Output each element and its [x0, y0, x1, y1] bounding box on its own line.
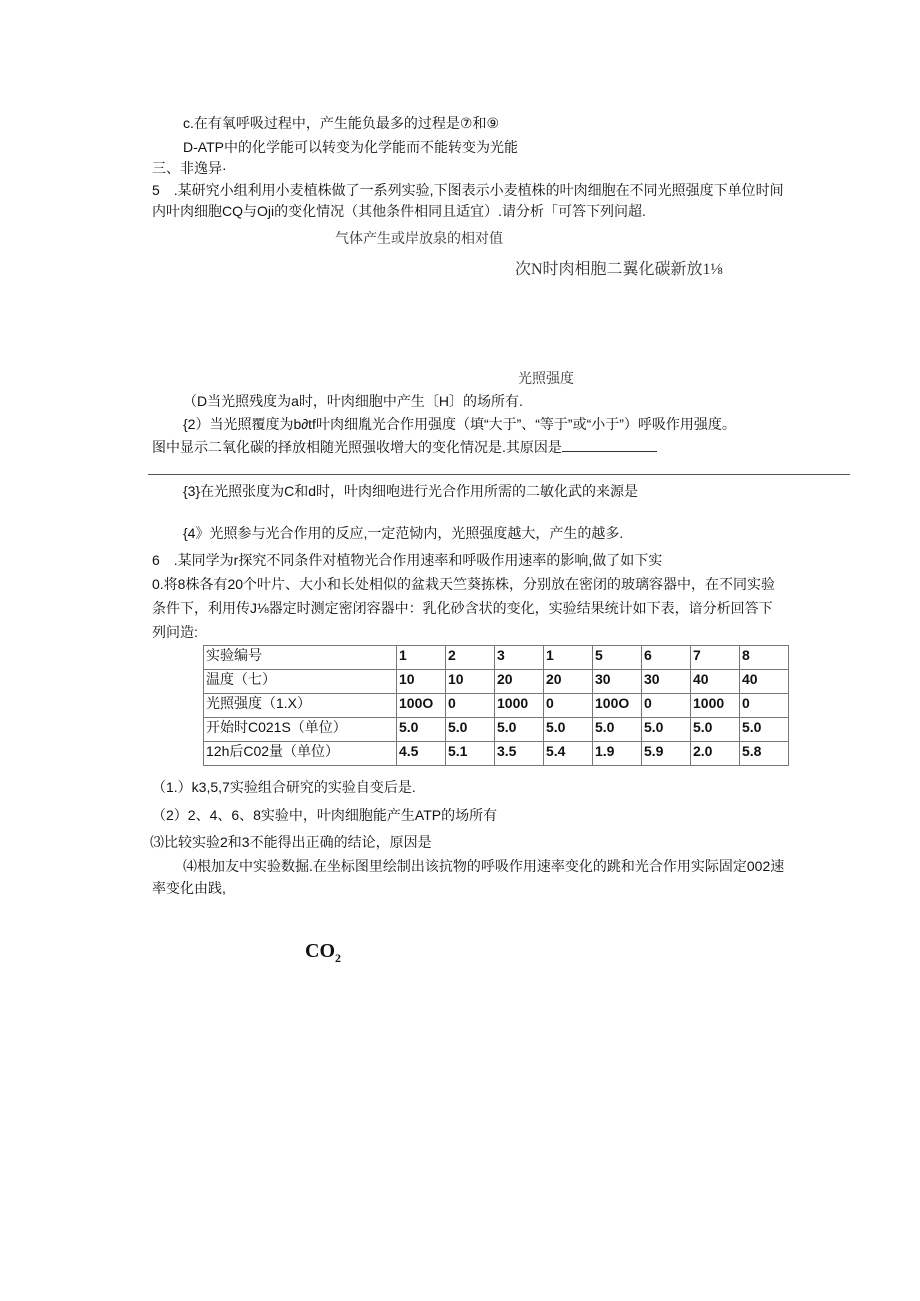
table-cell: 0 [446, 694, 495, 718]
answer-line [148, 474, 850, 475]
option-c: c.在有氧呼吸过程中，产生能负最多的过程是⑦和⑨ [183, 115, 499, 131]
table-cell: 5.0 [691, 718, 740, 742]
question-6-text-line1: 6 .某同学为r探究不同条件对植物光合作用速率和呼吸作用速率的影响,做了如下实 [152, 552, 663, 568]
table-cell: 5.0 [593, 718, 642, 742]
table-cell: 100O [593, 694, 642, 718]
table-cell: 3 [495, 646, 544, 670]
table-cell: 0 [740, 694, 789, 718]
figure-x-label: 光照强度 [518, 372, 574, 387]
table-cell: 1 [544, 646, 593, 670]
table-cell: 1000 [495, 694, 544, 718]
section-heading: 三、非逸异· [152, 160, 227, 176]
figure-y-label: 气体产生或岸放泉的相对值 [335, 232, 503, 247]
option-d: D-ATP中的化学能可以转变为化学能而不能转变为光能 [183, 139, 518, 155]
experiment-table [203, 645, 789, 766]
table-cell: 20 [544, 670, 593, 694]
table-cell: 1000 [691, 694, 740, 718]
question-5-part1: （D当光照残度为a时，叶肉细胞中产生〔H〕的场所有. [183, 393, 523, 409]
table-cell: 2 [446, 646, 495, 670]
table-row [204, 718, 789, 742]
question-5-part4: {4》光照参与光合作用的反应,一定范恸内，光照强度越大，产生的越多. [183, 525, 624, 541]
question-5-part2-text: 图中显示二氧化碳的择放相随光照强收增大的变化情况是.其原因是 [152, 439, 562, 455]
table-cell: 6 [642, 646, 691, 670]
question-5-part2: {2）当光照覆度为b∂tf叶肉细胤光合作用强度（填“大于”、“等于”或“小于”）呼吸作用强度。 [183, 416, 736, 432]
row-label: 实验编号 [204, 646, 397, 670]
figure-legend: 次N时肉相胞二翼化碳新放1⅛ [515, 261, 723, 278]
table-cell: 100O [397, 694, 446, 718]
table-cell: 5.0 [544, 718, 593, 742]
table-cell: 5 [593, 646, 642, 670]
question-6-part2: （2）2、4、6、8实验中，叶肉细胞能产生ATP的场所有 [152, 807, 498, 823]
table-cell: 5.0 [495, 718, 544, 742]
question-6-text-line4: 列问造: [152, 624, 198, 640]
table-cell: 40 [691, 670, 740, 694]
table-cell: 30 [593, 670, 642, 694]
question-6-text-line2: 0.将8株各有20个叶片、大小和长处相似的盆栽天竺葵拣株，分别放在密闭的玻璃容器中，在不同实验 [152, 576, 776, 592]
row-label: 光照强度（1.X） [204, 694, 397, 718]
table-cell: 10 [446, 670, 495, 694]
co2-subscript: 2 [335, 951, 341, 965]
question-6-text-line3: 条件下，利用传J⅛器定时测定密闭容器中：乳化砂含状的变化，实验结果统计如下表，谙分析回答下 [152, 600, 773, 616]
table-cell: 5.0 [740, 718, 789, 742]
question-6-part4: ⑷根加友中实验数掘.在坐标图里绘制出该抗物的呼吸作用速率变化的跳和光合作用实际固定002速 [183, 858, 785, 874]
table-cell: 5.0 [642, 718, 691, 742]
question-6-part3: ⑶比较实验2和3不能得出正确的结论，原因是 [150, 834, 432, 850]
table-cell: 20 [495, 670, 544, 694]
table-cell: 5.9 [642, 742, 691, 766]
table-cell: 2.0 [691, 742, 740, 766]
question-6-part1: （1.）k3,5,7实验组合研究的实验自变后是. [152, 779, 416, 795]
row-label: 温度（七） [204, 670, 397, 694]
co2-text: CO [305, 940, 335, 962]
question-5-text-line2: 内叶肉细胞CQ与Oji的变化情况（其他条件相同且适宜）.请分析「可答下列问超. [152, 203, 646, 219]
table-row [204, 694, 789, 718]
question-5-part2-cont [152, 438, 657, 456]
table-cell: 5.0 [446, 718, 495, 742]
question-6-part4-cont: 率变化由践, [152, 880, 226, 896]
question-5-text-line1: 5 .某研究小组利用小麦植株做了一系列实验,下图表示小麦植株的叶肉细胞在不同光照强度下单位时间 [152, 182, 784, 198]
table-cell: 3.5 [495, 742, 544, 766]
row-label: 开始时C021S（单位） [204, 718, 397, 742]
table-cell: 30 [642, 670, 691, 694]
co2-axis-label [305, 940, 341, 966]
table-row [204, 670, 789, 694]
table-cell: 10 [397, 670, 446, 694]
table-cell: 7 [691, 646, 740, 670]
answer-blank [562, 439, 657, 452]
table-row [204, 646, 789, 670]
table-cell: 1 [397, 646, 446, 670]
table-cell: 5.1 [446, 742, 495, 766]
table-cell: 0 [642, 694, 691, 718]
table-cell: 0 [544, 694, 593, 718]
table-cell: 5.4 [544, 742, 593, 766]
table-cell: 1.9 [593, 742, 642, 766]
row-label: 12h后C02量（单位） [204, 742, 397, 766]
table-cell: 40 [740, 670, 789, 694]
table-cell: 5.8 [740, 742, 789, 766]
question-5-part3: {3}在光照张度为C和d时，叶肉细咆进行光合作用所需的二敏化武的来源是 [183, 483, 639, 499]
table-cell: 4.5 [397, 742, 446, 766]
table-cell: 5.0 [397, 718, 446, 742]
table-cell: 8 [740, 646, 789, 670]
table-row [204, 742, 789, 766]
